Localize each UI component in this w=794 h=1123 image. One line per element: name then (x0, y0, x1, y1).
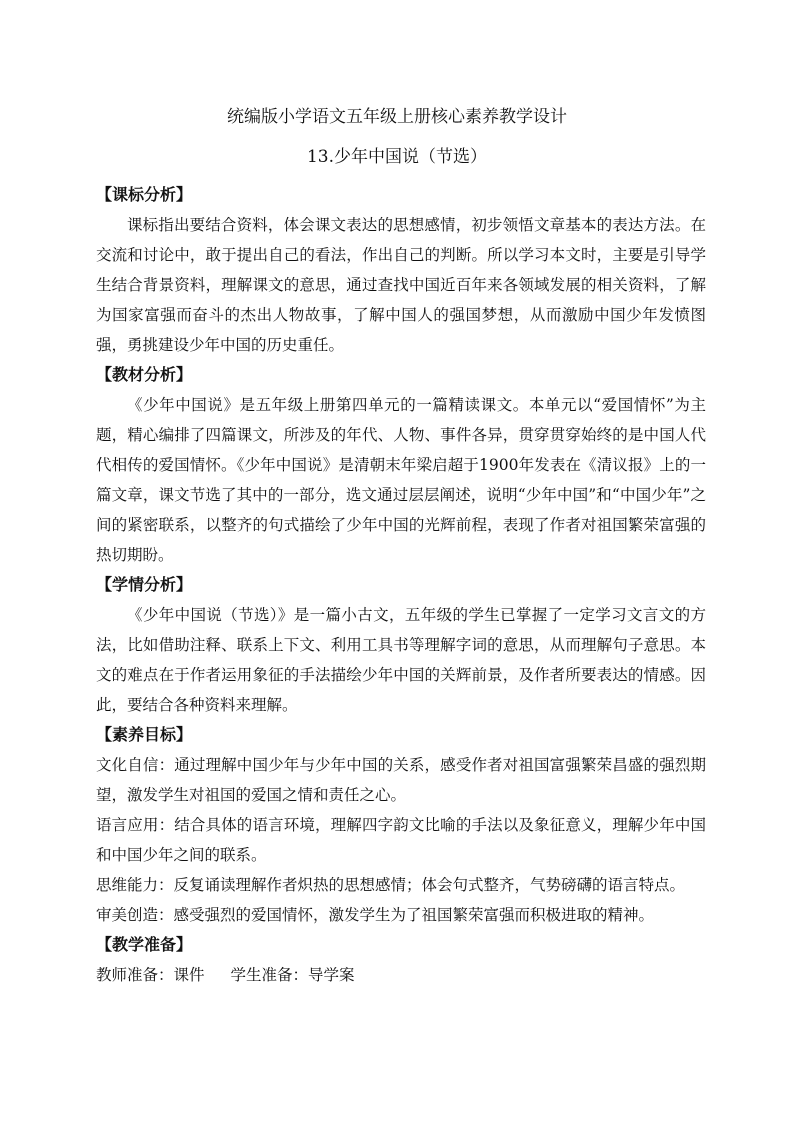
preparation-line (96, 960, 706, 990)
student-preparation: 学生准备：导学案 (230, 966, 355, 984)
section-heading-learners: 【学情分析】 (96, 575, 193, 594)
curriculum-analysis-text: 课标指出要结合资料，体会课文表达的思想感情，初步领悟文章基本的表达方法。在交流和讨论中，敢于提出自己的看法，作出自己的判断。所以学习本文时，主要是引导学生结合背景资料，理解课文的意思，通过查找中国近百年来各领域发展的相关资料，了解为国家富强而奋斗的杰出人物故事，了解中国人的强国梦想，从而激励中国少年发愤图强，勇挑建设少年中国的历史重任。 (96, 216, 706, 354)
teacher-preparation: 教师准备：课件 (96, 966, 205, 984)
goal-language-use: 语言应用：结合具体的语言环境，理解四字韵文比喻的手法以及象征意义，理解少年中国和中国少年之间的联系。 (96, 816, 706, 864)
section-heading-preparation: 【教学准备】 (96, 935, 193, 954)
document-body (96, 180, 706, 990)
section-heading-goals: 【素养目标】 (96, 725, 193, 744)
textbook-analysis-text: 《少年中国说》是五年级上册第四单元的一篇精读课文。本单元以“爱国情怀”为主题，精心编排了四篇课文，所涉及的年代、人物、事件各异，贯穿贯穿始终的是中国人代代相传的爱国情怀。《少年中国说》是清朝末年梁启超于1900年发表在《清议报》上的一篇文章，课文节选了其中的一部分，选文通过层层阐述，说明“少年中国”和“中国少年”之间的紧密联系，以整齐的句式描绘了少年中国的光辉前程，表现了作者对祖国繁荣富强的热切期盼。 (96, 396, 706, 564)
section-heading-textbook: 【教材分析】 (96, 365, 193, 384)
goal-aesthetic-creation: 审美创造：感受强烈的爱国情怀，激发学生为了祖国繁荣富强而积极进取的精神。 (96, 906, 655, 924)
lesson-title: 13.少年中国说（节选） (306, 147, 488, 167)
section-heading-curriculum: 【课标分析】 (96, 185, 193, 204)
goal-cultural-confidence: 文化自信：通过理解中国少年与少年中国的关系，感受作者对祖国富强繁荣昌盛的强烈期望，激发学生对祖国的爱国之情和责任之心。 (96, 756, 706, 804)
goal-thinking-ability: 思维能力：反复诵读理解作者炽热的思想感情；体会句式整齐，气势磅礴的语言特点。 (96, 876, 686, 894)
learner-analysis-text: 《少年中国说（节选）》是一篇小古文，五年级的学生已掌握了一定学习文言文的方法，比如借助注释、联系上下文、利用工具书等理解字词的意思，从而理解句子意思。本文的难点在于作者运用象征的手法描绘少年中国的关辉前景，及作者所要表达的情感。因此，要结合各种资料来理解。 (96, 606, 706, 714)
document-title: 统编版小学语文五年级上册核心素养教学设计 (227, 107, 567, 127)
